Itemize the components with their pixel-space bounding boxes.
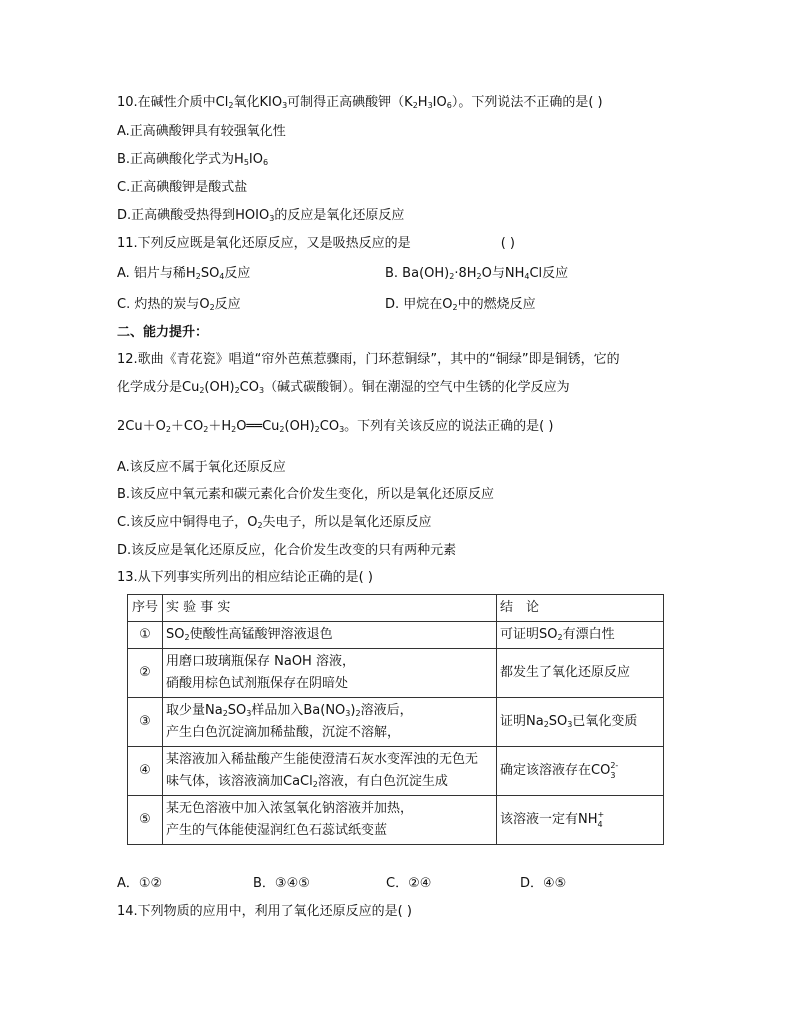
table-header-row bbox=[128, 595, 664, 622]
table-row bbox=[128, 796, 664, 845]
q10-option-a: A.正高碘酸钾具有较强氧化性 bbox=[117, 124, 286, 139]
table-row bbox=[128, 649, 664, 698]
row-fact: 用磨口玻璃瓶保存 NaOH 溶液， 硝酸用棕色试剂瓶保存在阴暗处 bbox=[163, 649, 497, 698]
row-no: ③ bbox=[128, 698, 163, 747]
row-fact: $SO_2$使酸性高锰酸钾溶液退色 bbox=[163, 622, 497, 649]
answer-paren: ( ) bbox=[500, 236, 515, 251]
q11-option-c: C. 灼热的炭与$O_2$反应 bbox=[117, 297, 241, 312]
row-conclusion: 证明$Na_2SO_3$已氧化变质 bbox=[497, 698, 664, 747]
q11-option-d: D. 甲烷在$O_2$中的燃烧反应 bbox=[385, 297, 536, 312]
header-fact: 实 验 事 实 bbox=[163, 595, 497, 622]
q12-option-d: D.该反应是氧化还原反应，化合价发生改变的只有两种元素 bbox=[117, 543, 457, 558]
q12-equation: $2Cu+O_2+CO_2+H_2O══Cu_2(OH)_2CO_3$。下列有关该反应的说法正确的是( ) bbox=[117, 419, 554, 434]
q12-stem-line1: 12.歌曲《青花瓷》唱道“帘外芭蕉惹骤雨，门环惹铜绿”，其中的“铜绿”即是铜锈，它的 bbox=[117, 352, 620, 367]
q10-option-b: B.正高碘酸化学式为$H_5IO_6$ bbox=[117, 152, 269, 167]
q12-option-c: C.该反应中铜得电子，$O_2$失电子，所以是氧化还原反应 bbox=[117, 515, 432, 530]
row-fact: 某无色溶液中加入浓氢氧化钠溶液并加热， 产生的气体能使湿润红色石蕊试纸变蓝 bbox=[163, 796, 497, 845]
row-no: ④ bbox=[128, 747, 163, 796]
q10-option-d: D.正高碘酸受热得到$HOIO_3$的反应是氧化还原反应 bbox=[117, 208, 405, 223]
q11-stem: 11.下列反应既是氧化还原反应，又是吸热反应的是 ( ) bbox=[117, 236, 515, 251]
q12-stem-line2: 化学成分是$Cu_2(OH)_2CO_3$（碱式碳酸铜）。铜在潮湿的空气中生锈的化学反应为 bbox=[117, 380, 570, 395]
row-no: ② bbox=[128, 649, 163, 698]
section-heading: 二、能力提升： bbox=[117, 325, 209, 340]
row-conclusion: 都发生了氧化还原反应 bbox=[497, 649, 664, 698]
q14-stem: 14.下列物质的应用中，利用了氧化还原反应的是( ) bbox=[117, 904, 412, 919]
q10-stem: 10.在碱性介质中$Cl_2$氧化$KIO_3$可制得正高碘酸钾$(K_2H_3IO_6)$。下列说法不正确的是( ) bbox=[117, 95, 603, 110]
header-conclusion: 结 论 bbox=[497, 595, 664, 622]
table-row bbox=[128, 622, 664, 649]
row-no: ① bbox=[128, 622, 163, 649]
row-conclusion: 该溶液一定有NH + 4 bbox=[497, 796, 664, 845]
table-row bbox=[128, 747, 664, 796]
row-fact: 某溶液加入稀盐酸产生能使澄清石灰水变浑浊的无色无 味气体，该溶液滴加CaCl$_2$溶液，有白色沉淀生成 bbox=[163, 747, 497, 796]
row-no: ⑤ bbox=[128, 796, 163, 845]
q13-option-b: B．③④⑤ bbox=[253, 876, 310, 891]
q11-option-b: B. $Ba(OH)_2\cdot 8H_2O$与$NH_4Cl$反应 bbox=[385, 266, 569, 281]
q13-option-d: D．④⑤ bbox=[520, 876, 567, 891]
table-row bbox=[128, 698, 664, 747]
header-no: 序号 bbox=[128, 595, 163, 622]
row-fact: 取少量$Na_2SO_3$样品加入$Ba(NO_3)_2$溶液后， 产生白色沉淀滴加稀盐酸，沉淀不溶解， bbox=[163, 698, 497, 747]
q12-option-a: A.该反应不属于氧化还原反应 bbox=[117, 460, 286, 475]
row-conclusion: 可证明$SO_2$有漂白性 bbox=[497, 622, 664, 649]
q13-option-a: A．①② bbox=[117, 876, 163, 891]
q13-options bbox=[117, 876, 566, 892]
q13-stem: 13.从下列事实所列出的相应结论正确的是( ) bbox=[117, 570, 373, 585]
row-conclusion: 确定该溶液存在CO 2- 3 bbox=[497, 747, 664, 796]
q13-option-c: C．②④ bbox=[386, 876, 432, 891]
q10-option-c: C.正高碘酸钾是酸式盐 bbox=[117, 180, 248, 195]
q13-table bbox=[127, 594, 664, 845]
q12-option-b: B.该反应中氧元素和碳元素化合价发生变化，所以是氧化还原反应 bbox=[117, 487, 495, 502]
q11-option-a: A. 铝片与稀$H_2SO_4$反应 bbox=[117, 266, 251, 281]
